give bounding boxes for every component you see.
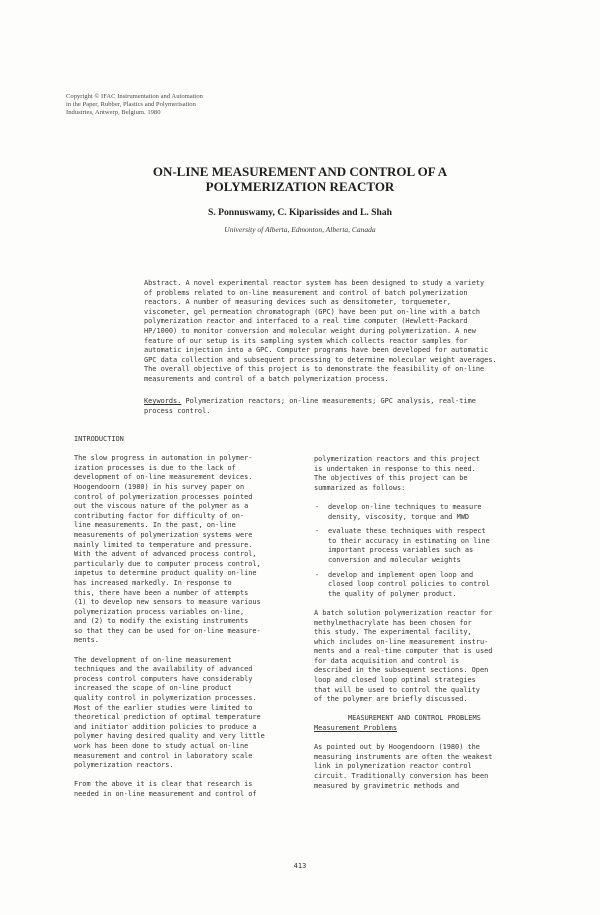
text-line: this, there have been a number of attempts [74, 588, 249, 597]
text-line: and (2) to modify the existing instruments [74, 617, 249, 626]
text-line: As pointed out by Hoogendoorn (1980) the [314, 743, 480, 752]
copyright-line: Industries, Antwerp, Belgium. 1980 [66, 109, 161, 116]
page-number: 413 [293, 862, 307, 870]
text-line: this study. The experimental facility, [314, 628, 472, 637]
abstract-line: measurements and control of a batch polymerization process. [144, 374, 389, 383]
text-line: develop and implement open loop and [328, 570, 474, 579]
text-line: ments and a real-time computer that is used [314, 647, 493, 656]
reactor-paragraph [314, 609, 492, 705]
title-line: ON-LINE MEASUREMENT AND CONTROL OF A [152, 164, 448, 179]
abstract-line: Abstract. A novel experimental reactor system has been designed to study a variety [144, 279, 485, 287]
abstract-line: automatic injection into a GPC. Computer programs have been developed for automatic [144, 346, 489, 355]
section-heading-introduction: INTRODUCTION [74, 435, 124, 443]
bullet-dash: - [315, 502, 320, 511]
intro-paragraph-1 [74, 454, 265, 646]
text-line: Most of the earlier studies were limited to [74, 703, 253, 712]
text-line: measured by gravimetric methods and [314, 781, 460, 790]
abstract-line: HP/1000) to monitor conversion and molecular weight during polymerization. A new [144, 326, 476, 335]
text-line: develop on-line techniques to measure [328, 502, 482, 511]
abstract-line: viscometer, gel permeation chromatograph (GPC) have been put on-line with a batch [144, 307, 481, 316]
text-line: polymer having desired quality and very little [74, 732, 265, 741]
text-line: The slow progress in automation in polymer- [74, 454, 253, 463]
text-line: the quality of polymer product. [328, 589, 457, 598]
text-line: of the polymer are briefly discussed. [314, 695, 468, 704]
text-line: theoretical prediction of optimal temperature [74, 713, 261, 722]
keywords-line [144, 397, 476, 407]
text-line: process control computers have considerably [74, 674, 253, 683]
text-line: A batch solution polymerization reactor for [314, 608, 493, 617]
text-line: so that they can be used for on-line measure- [74, 626, 261, 635]
text-line: ments. [74, 636, 99, 645]
text-line: particularly due to computer process control, [74, 559, 261, 568]
text-line: work has been done to study actual on-line [74, 742, 249, 750]
text-line: needed in on-line measurement and control of [74, 789, 257, 798]
text-line: polymerization process variables on-line, [74, 607, 245, 616]
text-line: conversion and molecular weights [328, 555, 461, 564]
intro-paragraph-2 [74, 656, 265, 771]
abstract-line: of problems related to on-line measurement and control of batch polymerization [144, 288, 468, 297]
section-heading-measurement-control: MEASUREMENT AND CONTROL PROBLEMS [348, 714, 481, 723]
text-line: polymerization reactors and this project [314, 455, 480, 463]
list-item [314, 527, 492, 565]
text-line: to their accuracy in estimating on line [328, 536, 490, 545]
copyright-notice [66, 93, 306, 117]
text-line: loop and closed loop optimal strategies [314, 676, 476, 685]
text-line: that will be used to control the quality [314, 685, 480, 694]
abstract-line: feature of our setup is its sampling system which collects reactor samples for [144, 336, 468, 345]
text-line: development of on-line measurement devices. [74, 473, 253, 482]
paper-title [0, 164, 600, 194]
text-line: measurements of polymerization systems were [74, 530, 253, 539]
text-line: From the above it is clear that research is [74, 780, 253, 789]
text-line: ization processes is due to the lack of [74, 463, 236, 472]
text-line: polymerization reactors. [74, 761, 174, 770]
text-line: control of polymerization processes pointed [74, 492, 253, 501]
text-line: and initiator addition policies to produce a [74, 722, 257, 731]
text-line: With the advent of advanced process control, [74, 550, 257, 559]
text-line: Hoogendoorn (1980) in his survey paper on [74, 482, 245, 491]
keywords-text: Polymerization reactors; on-line measurements; GPC analysis, real-time [181, 397, 476, 405]
objectives-intro [314, 455, 492, 493]
text-line: techniques and the availability of advanced [74, 665, 253, 674]
text-line: The development of on-line measurement [74, 655, 232, 664]
keywords-line: process control. [144, 406, 211, 415]
text-line: contributing factor for difficulty of on- [74, 511, 245, 520]
subheading-measurement-problems: Measurement Problems [314, 724, 397, 733]
intro-paragraph-3 [74, 780, 265, 799]
bullet-dash: - [315, 527, 320, 536]
bullet-dash: - [315, 570, 320, 579]
affiliation: University of Alberta, Edmonton, Alberta, Canada [224, 225, 376, 234]
keywords [144, 397, 476, 416]
authors: S. Ponnuswamy, C. Kiparissides and L. Shah [208, 207, 392, 218]
copyright-line: in the Paper, Rubber, Plastics and Polymerisation [66, 101, 196, 108]
text-line: circuit. Traditionally conversion has been [314, 772, 489, 780]
abstract-line: The overall objective of this project is to demonstrate the feasibility of on-line [144, 365, 485, 374]
abstract-line: polymerization reactor and interfaced to a real time computer (Hewlett-Packard [144, 317, 468, 326]
text-line: closed loop control policies to control [328, 580, 490, 589]
right-column [314, 455, 492, 791]
text-line: The objectives of this project can be [314, 474, 468, 483]
text-line: mainly limited to temperature and pressure. [74, 540, 253, 549]
text-line: measurement and control in laboratory scale [74, 751, 253, 760]
list-item [314, 503, 492, 522]
abstract-line: GPC data collection and subsequent processing to determine molecular weight averages. [144, 355, 497, 364]
text-line: density, viscosity, torque and MWD [328, 512, 470, 521]
left-column [74, 435, 265, 800]
text-line: which includes on-line measurement instru- [314, 637, 489, 646]
text-line: methylmethacrylate has been chosen for [314, 618, 472, 627]
text-line: summarized as follows: [314, 483, 406, 492]
copyright-line: Copyright © IFAC Instrumentation and Automation [66, 93, 203, 100]
text-line: increased the scope of on-line product [74, 684, 232, 693]
text-line: evaluate these techniques with respect [328, 527, 486, 536]
abstract-line: reactors. A number of measuring devices such as densitometer, torquemeter, [144, 298, 451, 307]
text-line: described in the subsequent sections. Open [314, 666, 489, 675]
text-line: link in polymerization reactor control [314, 762, 472, 771]
text-line: has increased markedly. In response to [74, 578, 232, 587]
keywords-label: Keywords. [144, 397, 182, 405]
text-line: impetus to determine product quality on-line [74, 569, 257, 578]
objectives-list [314, 503, 492, 599]
text-line: quality control in polymerization processes. [74, 694, 257, 703]
text-line: out the viscous nature of the polymer as a [74, 502, 249, 511]
list-item [314, 571, 492, 600]
text-line: is undertaken in response to this need. [314, 464, 476, 473]
text-line: for data acquisition and control is [314, 656, 460, 665]
text-line: measuring instruments are often the weakest [314, 752, 493, 761]
title-line: POLYMERIZATION REACTOR [205, 179, 395, 194]
measurement-paragraph [314, 743, 492, 791]
abstract [144, 279, 497, 385]
text-line: important process variables such as [328, 546, 474, 555]
text-line: (1) to develop new sensors to measure various [74, 598, 261, 607]
text-line: line measurements. In the past, on-line [74, 521, 236, 530]
